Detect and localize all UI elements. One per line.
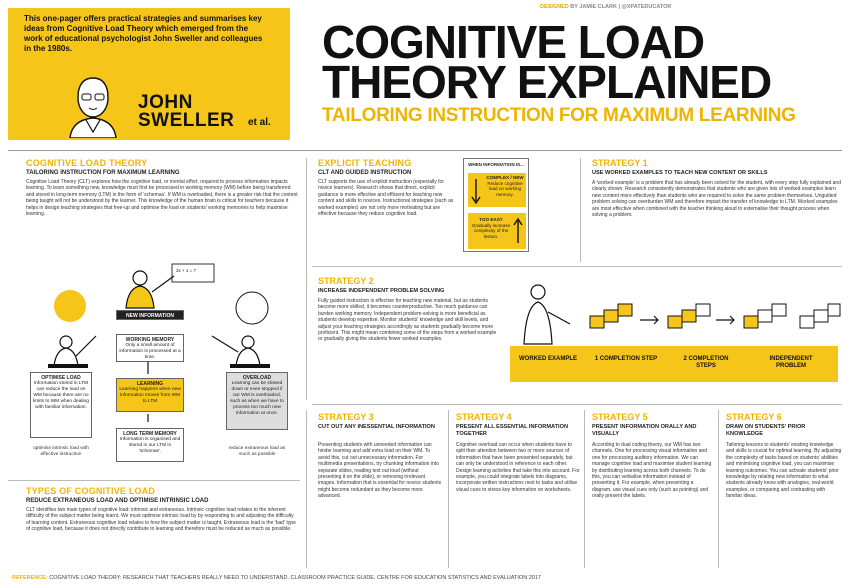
arrow-up-icon [512,217,524,245]
explicit-heading: EXPLICIT TEACHING [318,158,412,168]
strategy-4-subheading: PRESENT ALL ESSENTIAL INFORMATION TOGETHER [456,424,568,437]
overload-caption: reduce extraneous load as much as possible [228,446,286,457]
easy-note [470,217,512,239]
author-last-name: SWELLER [138,110,235,131]
easy-title: TOO EASY [479,217,503,222]
strategy-4-title: STRATEGY 4 [456,412,512,422]
explicit-body: CLT supports the use of explicit instruction (especially for novice learners). Research shows that direct, explicit guidance is more effective and efficient for teaching new content and skills to novices. Instructional strategies (such as worked examples) are not only more motivating but are effective because they reduce cognitive load. [318,179,454,218]
column-divider-2 [580,158,581,262]
column-divider-3 [306,410,307,568]
strategy-2-title: STRATEGY 2 [318,276,374,286]
working-memory-box [116,334,184,362]
clt-subheading: TAILORING INSTRUCTION FOR MAXIMUM LEARNING [26,170,180,176]
strategy-1-subheading: USE WORKED EXAMPLES TO TEACH NEW CONTENT OR SKILLS [592,170,768,176]
author-first-name: JOHN [138,92,193,113]
page-title-line2: THEORY EXPLAINED [322,56,772,108]
credit-prefix: DESIGNED [540,4,569,10]
board-equation: 3x + 1 = 7 [175,268,196,273]
optimise-load-title: OPTIMISE LOAD [41,375,81,381]
learning-box [116,378,184,412]
header-divider [8,150,842,151]
strategy-3-title: STRATEGY 3 [318,412,374,422]
long-term-memory-body: Information is organised and stored in our LTM in 'schemas'. [119,437,181,454]
john-sweller-portrait [62,72,124,138]
long-term-memory-title: LONG TERM MEMORY [123,431,177,437]
strategy-5-subheading: PRESENT INFORMATION ORALLY AND VISUALLY [592,424,697,437]
strategy-2-subheading: INCREASE INDEPENDENT PROBLEM SOLVING [318,288,445,294]
types-divider [8,480,300,481]
clt-heading: COGNITIVE LOAD THEORY [26,158,148,168]
complex-title: COMPLEX / NEW [486,175,524,180]
working-memory-title: WORKING MEMORY [125,337,175,343]
author-suffix: et al. [248,117,271,128]
clt-body: Cognitive Load Theory (CLT) explores how the cognitive load, or mental effort, required to process information impacts learning. To learn something new, knowledge must first be processed in working memory (WM) before being transferred and stored in long-term memory (LTM) in the form of 'schemas'. If WM is overloaded, there is a greater risk that the content being taught will not be understood by the learner. This knowledge of the human brain is critical for teachers because it helps in design teaching strategies that free-up and optimise the load on students' working memories to help maximise learning. [26,179,298,218]
strategy-2-body: Fully guided instruction is effective for teaching new material, but as students become more skilled, it becomes counterproductive. Too much guidance can burden working memory. Independent problem-solving is more beneficial as students develop expertise. Monitor students' knowledge and skill levels, and adjust your teaching strategies accordingly as students gradually become more proficient. This might mean combining some of the steps from a worked example or gradually giving the students fewer worked examples. [318,298,497,343]
reference-text: COGNITIVE LOAD THEORY: RESEARCH THAT TEACHERS REALLY NEED TO UNDERSTAND. CLASSROOM PRACTICE GUIDE. CENTRE FOR EDUCATION STATISTICS AND EVALUATION 2017 [49,575,541,581]
reference-line [12,575,541,581]
arrow-down-icon [470,177,482,205]
optimise-load-box [30,372,92,438]
types-body: CLT identifies two main types of cognitive load: intrinsic and extraneous. Intrinsic cognitive load relates to the inherent difficulty of the subject matter being learnt. We must optimise intrinsic load by by responding to and adjusting the difficulty of learning content. Extraneous cognitive load relates to how the subject matter is taught. Extraneous load is the 'bad' type of cognitive load, because it does not directly contribute to learning and therefore must be reduced as much as possible. [26,507,296,533]
step-1-completion: 1 COMPLETION STEP [594,356,658,362]
overload-title: OVERLOAD [242,375,272,381]
types-heading: TYPES OF COGNITIVE LOAD [26,486,156,496]
strategy-6-body: Tailoring lessons to students' existing knowledge and skills is crucial for optimal learning. By adjusting the complexity of tasks based on students' abilities and minimising cognitive load, you can maximise learning outcomes. You can activate students' prior knowledge by relating new information to what students already know with analogies, real-world examples, or comparing and contrasting with familiar ideas. [726,442,842,500]
strategy-4-body: Cognitive overload can occur when students have to split their attention between two or more sources of information that have been presented separately, but can only be understood in reference to each other. Design learning activities that take this into account. For example, you could integrate labels into diagrams, incorporate written instructions next to tasks and utilise visual cues to stress key information on worksheets. [456,442,580,493]
strategy-divider [312,404,842,405]
column-divider-6 [718,410,719,568]
strategy-6-title: STRATEGY 6 [726,412,782,422]
intro-text: This one-pager offers practical strategies and summarises key ideas from Cognitive Load Theory which emerged from the work of educational psychologist John Sweller and colleagues in the 1980s. [24,14,263,53]
column-divider-1 [306,158,307,400]
types-subheading: REDUCE EXTRANEOUS LOAD AND OPTIMISE INTRINSIC LOAD [26,498,209,504]
reference-label: REFERENCE: [12,575,48,581]
page-title-line1: COGNITIVE LOAD [322,16,705,68]
completion-steps-illustration [508,272,842,346]
overload-body: Learning can be slowed down or even stopped if our WM is overloaded, such as when we have to process too much new information at once. [230,381,284,416]
overload-box [226,372,288,430]
complex-body: Reduce cognitive load on working memory. [487,180,523,197]
new-information-title: NEW INFORMATION [126,313,174,319]
when-info-heading: WHEN INFORMATION IS... [468,162,524,167]
page-subtitle: TAILORING INSTRUCTION FOR MAXIMUM LEARNING [322,105,796,126]
optimise-load-body: Information stored in LTM can reduce the load on WM because there are no limits to WM when dealing with familiar information. [33,381,89,410]
column-divider-5 [584,410,585,568]
learning-title: LEARNING [136,381,164,387]
learning-body: Learning happens when new information moves from WM to LTM [119,387,181,404]
easy-body: Gradually increase complexity of the lesson. [471,222,511,239]
column-divider-4 [448,410,449,568]
working-memory-body: Only a small amount of information is processed at a time. [119,343,181,360]
step-worked-example: WORKED EXAMPLE [518,356,577,362]
strategy-5-body: According to dual coding theory, our WM has two channels. One for processing visual information and one for processing auditory information. We can manage cognitive load and maximise student learning by distributing learning across both channels. To do this, you can verbalise information instead of presenting it. For example, when presenting a diagram, use visual cues only (such as pointing) and orally present the labels. [592,442,712,500]
strategy-3-subheading: CUT OUT ANY INESSENTIAL INFORMATION [318,424,435,430]
strategy-1-title: STRATEGY 1 [592,158,648,168]
when-information-panel [463,158,529,252]
strategy2-divider [312,266,842,267]
credit-rest: BY JAMIE CLARK | @XPATEDUCATOR [570,4,672,10]
new-information-label [116,310,184,320]
step-independent-problem: INDEPENDENT PROBLEM [769,356,813,369]
strategy-3-body: Presenting students with unneeded information can hinder learning and add extra load on their WM. To avoid this, cut out unnecessary information. For multimedia presentations, try chunking information into separate slides, reading text out loud (without presenting it on the slide), or removing irrelevant images. Information that is essential for novice students might become redundant as they become more advanced. [318,442,442,500]
optimise-load-caption: optimise intrinsic load with effective instruction [33,446,89,457]
strategy-1-body: A 'worked example' is a problem that has already been solved for the student, with every step fully explained and clearly shown. Research consistently demonstrates that students who are given lots of worked examples learn new content more effectively than students who are required to solve the same problem themselves. Unguided problem solving can overburden WM and therefore impact the transfer of knowledge to LTM. Worked examples are most effective when combined with the teacher thinking aloud to externalise their thought process when solving a problem. [592,180,841,219]
long-term-memory-box [116,428,184,462]
strategy-5-title: STRATEGY 5 [592,412,648,422]
explicit-subheading: CLT AND GUIDED INSTRUCTION [318,170,412,176]
strategy-6-subheading: DRAW ON STUDENTS' PRIOR KNOWLEDGE [726,424,806,437]
designer-credit [540,4,671,10]
step-2-completion: 2 COMPLETION STEPS [683,356,729,369]
complex-note [484,175,526,197]
